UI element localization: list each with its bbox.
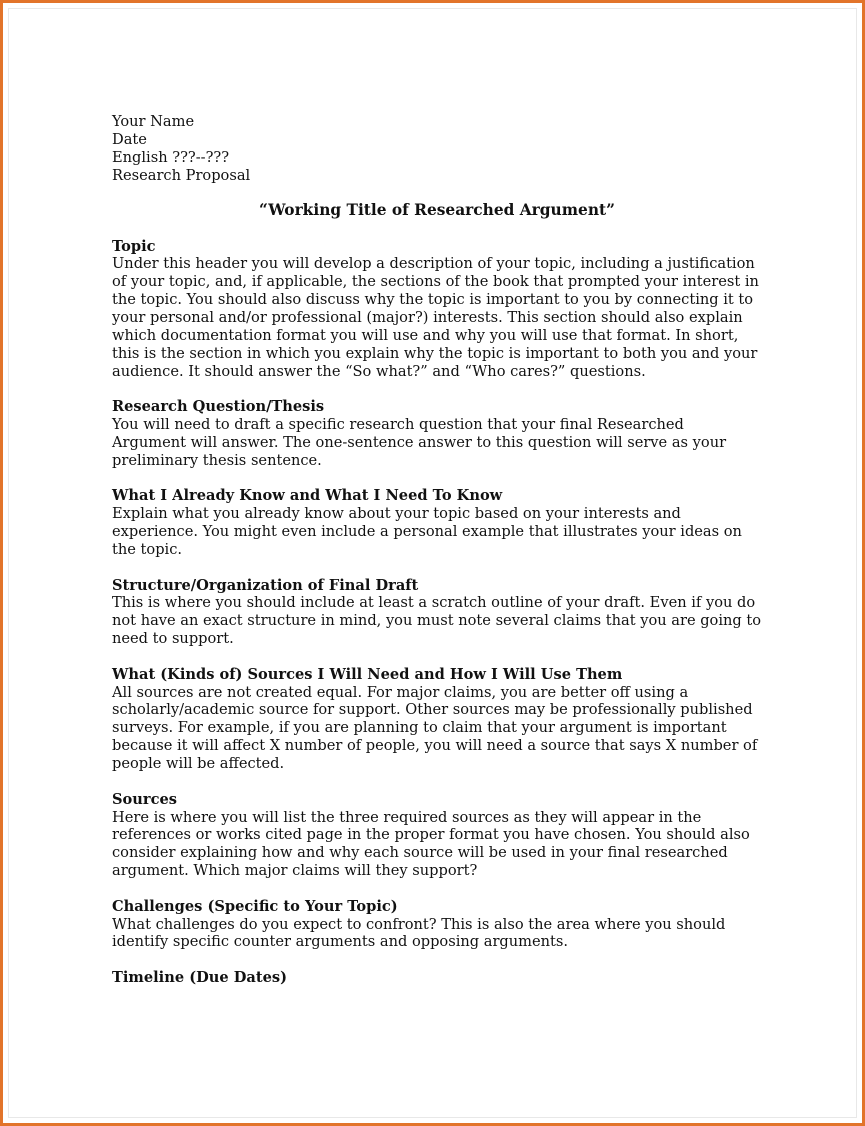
section-body: Here is where you will list the three required sources as they will appear in the references or works cited page in the proper format you have chosen. You should also consider explaining how and why each source will be used in your final researched argument. Which major claims will they support? <box>112 808 750 880</box>
header-course: English ???--??? <box>112 148 230 166</box>
section-heading: What I Already Know and What I Need To Know <box>112 487 503 505</box>
section-kinds-of-sources <box>112 666 762 773</box>
section-body: You will need to draft a specific research question that your final Researched Argument will answer. The one-sentence answer to this question will serve as your preliminary thesis sentence. <box>112 416 727 469</box>
section-challenges <box>112 898 762 952</box>
section-body: What challenges do you expect to confront? This is also the area where you should identify specific counter arguments and opposing arguments. <box>112 915 726 951</box>
header-date: Date <box>112 130 147 148</box>
document-title: “Working Title of Researched Argument” <box>259 200 615 219</box>
section-heading: Sources <box>112 790 177 808</box>
header-block <box>112 113 762 185</box>
header-name: Your Name <box>112 113 195 130</box>
section-heading: Structure/Organization of Final Draft <box>112 576 419 594</box>
section-heading: Research Question/Thesis <box>112 398 325 416</box>
section-body: This is where you should include at least a scratch outline of your draft. Even if you do not have an exact structure in mind, you must note several claims that you are going to need to support. <box>112 594 762 648</box>
section-body: Under this header you will develop a description of your topic, including a justification of your topic, and, if applicable, the sections of the book that prompted your interest in the topic. You should also discuss why the topic is important to you by connecting it to your personal and/or professional (major?) interests. This section should also explain which documentation format you will use and why you will use that format. In short, this is the section in which you explain why the topic is important to both you and your audience. It should answer the “So what?” and “Who cares?” questions. <box>112 255 759 380</box>
section-sources <box>112 791 762 881</box>
section-body: All sources are not created equal. For major claims, you are better off using a scholarly/academic source for support. Other sources may be professionally published surveys. For example, if you are planning to claim that your argument is important because it will affect X number of people, you will need a source that says X number of people will be affected. <box>112 683 758 773</box>
section-structure <box>112 577 762 649</box>
section-heading: What (Kinds of) Sources I Will Need and How I Will Use Them <box>112 665 623 683</box>
header-assignment: Research Proposal <box>112 166 251 184</box>
section-research-question <box>112 398 762 470</box>
section-heading: Challenges (Specific to Your Topic) <box>112 897 398 915</box>
section-timeline <box>112 969 762 987</box>
section-already-know <box>112 487 762 559</box>
document-content <box>112 113 762 1004</box>
section-heading: Topic <box>112 237 156 255</box>
section-topic <box>112 238 762 381</box>
section-heading: Timeline (Due Dates) <box>112 968 287 986</box>
section-body: Explain what you already know about your topic based on your interests and experience. You might even include a personal example that illustrates your ideas on the topic. <box>112 505 742 559</box>
